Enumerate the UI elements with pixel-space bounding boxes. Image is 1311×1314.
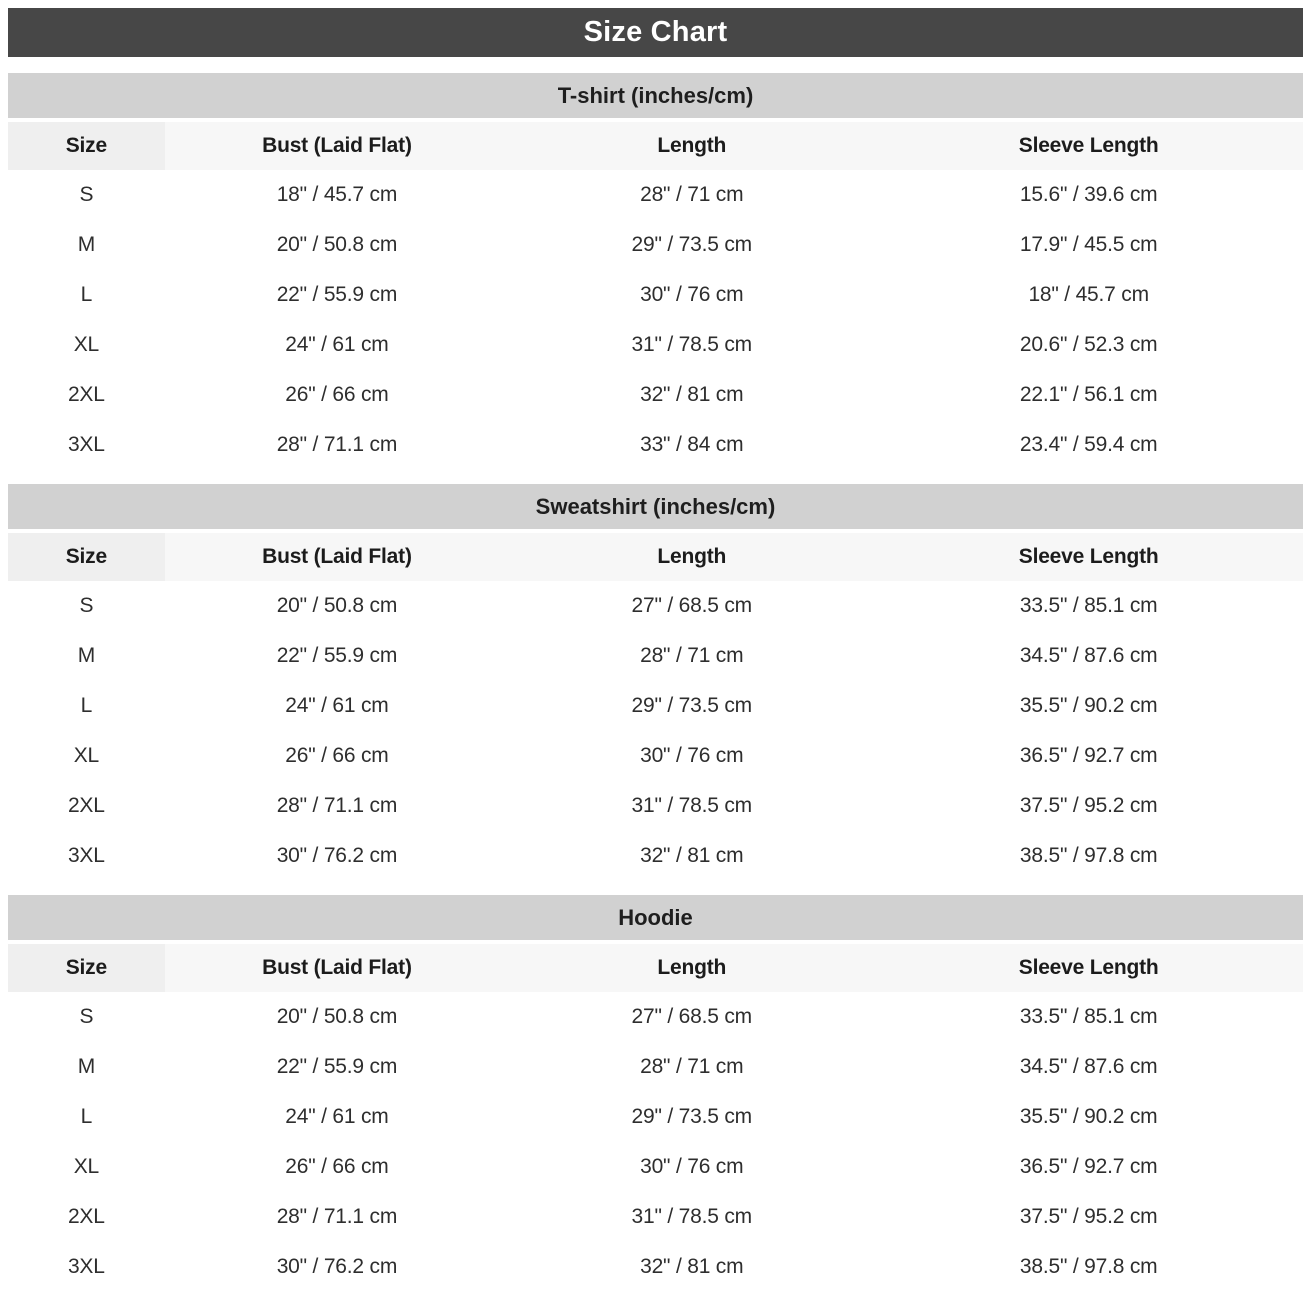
length-cell: 32" / 81 cm [640, 383, 744, 406]
size-cell: 2XL [67, 1205, 105, 1228]
table-row [8, 420, 1303, 470]
size-cell: XL [73, 744, 99, 767]
bust-cell: 26" / 66 cm [285, 383, 389, 406]
size-cell: S [79, 1005, 94, 1028]
bust-cell: 22" / 55.9 cm [276, 644, 398, 667]
size-cell: 2XL [67, 383, 105, 406]
table-row [8, 992, 1303, 1042]
size-cell: XL [73, 1155, 99, 1178]
sleeve-cell: 37.5" / 95.2 cm [1019, 1205, 1158, 1228]
bust-cell: 30" / 76.2 cm [276, 1255, 398, 1278]
bust-cell: 20" / 50.8 cm [276, 1005, 398, 1028]
sleeve-cell: 33.5" / 85.1 cm [1019, 594, 1158, 617]
sweatshirt-section-title: Sweatshirt (inches/cm) [535, 493, 776, 519]
bust-cell: 24" / 61 cm [285, 694, 389, 717]
size-cell: S [79, 183, 94, 206]
length-cell: 31" / 78.5 cm [631, 1205, 752, 1228]
sleeve-cell: 36.5" / 92.7 cm [1019, 744, 1158, 767]
tshirt-column-header-row [8, 122, 1303, 170]
length-cell: 30" / 76 cm [640, 283, 744, 306]
table-row [8, 1042, 1303, 1092]
bust-cell: 24" / 61 cm [285, 1105, 389, 1128]
bust-cell: 28" / 71.1 cm [276, 1205, 398, 1228]
hoodie-section-title: Hoodie [618, 904, 693, 930]
column-header-length: Length [657, 545, 727, 568]
bust-cell: 30" / 76.2 cm [276, 844, 398, 867]
bust-cell: 20" / 50.8 cm [276, 233, 398, 256]
table-row [8, 781, 1303, 831]
column-header-bust: Bust (Laid Flat) [262, 956, 412, 979]
hoodie-section [8, 895, 1303, 1292]
sleeve-cell: 38.5" / 97.8 cm [1019, 1255, 1158, 1278]
bust-cell: 22" / 55.9 cm [276, 283, 398, 306]
length-cell: 29" / 73.5 cm [631, 694, 752, 717]
sleeve-cell: 34.5" / 87.6 cm [1019, 644, 1158, 667]
length-cell: 32" / 81 cm [640, 844, 744, 867]
size-cell: 3XL [67, 844, 105, 867]
length-cell: 33" / 84 cm [640, 433, 744, 456]
length-cell: 28" / 71 cm [640, 183, 744, 206]
tshirt-section [8, 73, 1303, 470]
bust-cell: 18" / 45.7 cm [276, 183, 398, 206]
length-cell: 30" / 76 cm [640, 1155, 744, 1178]
table-row [8, 370, 1303, 420]
column-header-bust: Bust (Laid Flat) [262, 134, 412, 157]
length-cell: 31" / 78.5 cm [631, 333, 752, 356]
table-row [8, 581, 1303, 631]
length-cell: 29" / 73.5 cm [631, 1105, 752, 1128]
size-cell: S [79, 594, 94, 617]
table-row [8, 170, 1303, 220]
bust-cell: 24" / 61 cm [285, 333, 389, 356]
length-cell: 27" / 68.5 cm [631, 1005, 752, 1028]
size-cell: M [77, 644, 95, 667]
length-cell: 32" / 81 cm [640, 1255, 744, 1278]
tshirt-section-header [8, 73, 1303, 118]
bust-cell: 28" / 71.1 cm [276, 794, 398, 817]
column-header-bust: Bust (Laid Flat) [262, 545, 412, 568]
bust-cell: 26" / 66 cm [285, 1155, 389, 1178]
sleeve-cell: 35.5" / 90.2 cm [1019, 1105, 1158, 1128]
column-header-size: Size [8, 944, 165, 992]
size-cell: XL [73, 333, 99, 356]
column-header-length: Length [657, 134, 727, 157]
sleeve-cell: 23.4" / 59.4 cm [1019, 433, 1158, 456]
table-row [8, 1242, 1303, 1292]
column-header-sleeve: Sleeve Length [1018, 134, 1159, 157]
table-row [8, 1092, 1303, 1142]
size-cell: L [80, 1105, 93, 1128]
hoodie-section-header [8, 895, 1303, 940]
table-row [8, 631, 1303, 681]
sleeve-cell: 20.6" / 52.3 cm [1019, 333, 1158, 356]
size-cell: L [80, 283, 93, 306]
table-row [8, 270, 1303, 320]
sweatshirt-column-header-row [8, 533, 1303, 581]
bust-cell: 26" / 66 cm [285, 744, 389, 767]
sleeve-cell: 22.1" / 56.1 cm [1019, 383, 1158, 406]
column-header-length: Length [657, 956, 727, 979]
size-cell: 3XL [67, 1255, 105, 1278]
table-row [8, 831, 1303, 881]
column-header-sleeve: Sleeve Length [1018, 545, 1159, 568]
bust-cell: 20" / 50.8 cm [276, 594, 398, 617]
length-cell: 30" / 76 cm [640, 744, 744, 767]
length-cell: 29" / 73.5 cm [631, 233, 752, 256]
sweatshirt-section [8, 484, 1303, 881]
page-title: Size Chart [583, 16, 728, 48]
length-cell: 27" / 68.5 cm [631, 594, 752, 617]
sleeve-cell: 33.5" / 85.1 cm [1019, 1005, 1158, 1028]
column-header-size: Size [8, 533, 165, 581]
table-row [8, 320, 1303, 370]
size-cell: L [80, 694, 93, 717]
title-bar [8, 8, 1303, 57]
size-cell: M [77, 1055, 95, 1078]
size-cell: 2XL [67, 794, 105, 817]
length-cell: 28" / 71 cm [640, 1055, 744, 1078]
sweatshirt-section-header [8, 484, 1303, 529]
sleeve-cell: 35.5" / 90.2 cm [1019, 694, 1158, 717]
bust-cell: 22" / 55.9 cm [276, 1055, 398, 1078]
length-cell: 31" / 78.5 cm [631, 794, 752, 817]
size-cell: 3XL [67, 433, 105, 456]
table-row [8, 731, 1303, 781]
table-row [8, 1142, 1303, 1192]
column-header-size: Size [8, 122, 165, 170]
sleeve-cell: 15.6" / 39.6 cm [1019, 183, 1158, 206]
bust-cell: 28" / 71.1 cm [276, 433, 398, 456]
table-row [8, 681, 1303, 731]
table-row [8, 220, 1303, 270]
sleeve-cell: 17.9" / 45.5 cm [1019, 233, 1158, 256]
size-cell: M [77, 233, 95, 256]
sleeve-cell: 36.5" / 92.7 cm [1019, 1155, 1158, 1178]
tshirt-section-title: T-shirt (inches/cm) [557, 82, 754, 108]
sleeve-cell: 37.5" / 95.2 cm [1019, 794, 1158, 817]
length-cell: 28" / 71 cm [640, 644, 744, 667]
sleeve-cell: 34.5" / 87.6 cm [1019, 1055, 1158, 1078]
column-header-sleeve: Sleeve Length [1018, 956, 1159, 979]
sleeve-cell: 18" / 45.7 cm [1028, 283, 1149, 306]
sleeve-cell: 38.5" / 97.8 cm [1019, 844, 1158, 867]
table-row [8, 1192, 1303, 1242]
hoodie-column-header-row [8, 944, 1303, 992]
